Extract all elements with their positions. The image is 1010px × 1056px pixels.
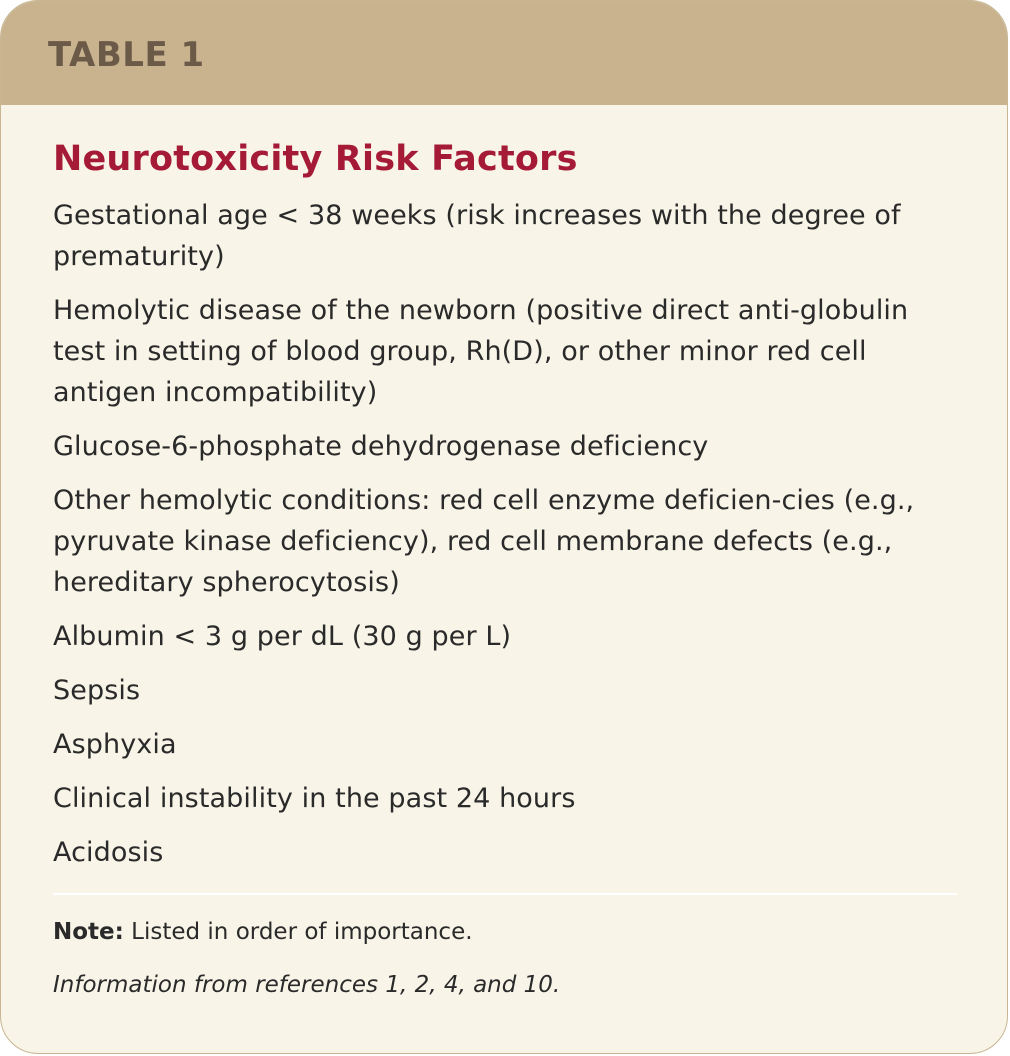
risk-factor-item: Gestational age < 38 weeks (risk increases with the degree of prematurity) [53, 200, 901, 272]
note-label: Note: [53, 919, 124, 945]
risk-factor-item: Asphyxia [53, 729, 177, 760]
table-title: Neurotoxicity Risk Factors [53, 139, 578, 179]
table-content [1, 105, 1007, 1000]
table-header [1, 1, 1007, 105]
risk-factor-item: Other hemolytic conditions: red cell enzyme deficien-cies (e.g., pyruvate kinase deficiency), red cell membrane defects (e.g., hereditary spherocytosis) [53, 485, 915, 598]
risk-factor-list [53, 195, 957, 873]
table-note [53, 917, 957, 947]
risk-factor-item: Hemolytic disease of the newborn (positive direct anti-globulin test in setting of blood group, Rh(D), or other minor red cell antigen incompatibility) [53, 295, 909, 408]
risk-factor-item: Sepsis [53, 675, 141, 706]
risk-factor-item: Clinical instability in the past 24 hours [53, 783, 576, 814]
note-text: Listed in order of importance. [123, 919, 473, 945]
risk-factor-item: Glucose-6-phosphate dehydrogenase deficiency [53, 431, 709, 462]
table-footnotes [53, 895, 957, 1000]
risk-factor-item: Albumin < 3 g per dL (30 g per L) [53, 621, 512, 652]
risk-factor-item: Acidosis [53, 837, 164, 868]
table-number: TABLE 1 [48, 35, 205, 75]
source-note: Information from references 1, 2, 4, and 10. [53, 972, 561, 998]
